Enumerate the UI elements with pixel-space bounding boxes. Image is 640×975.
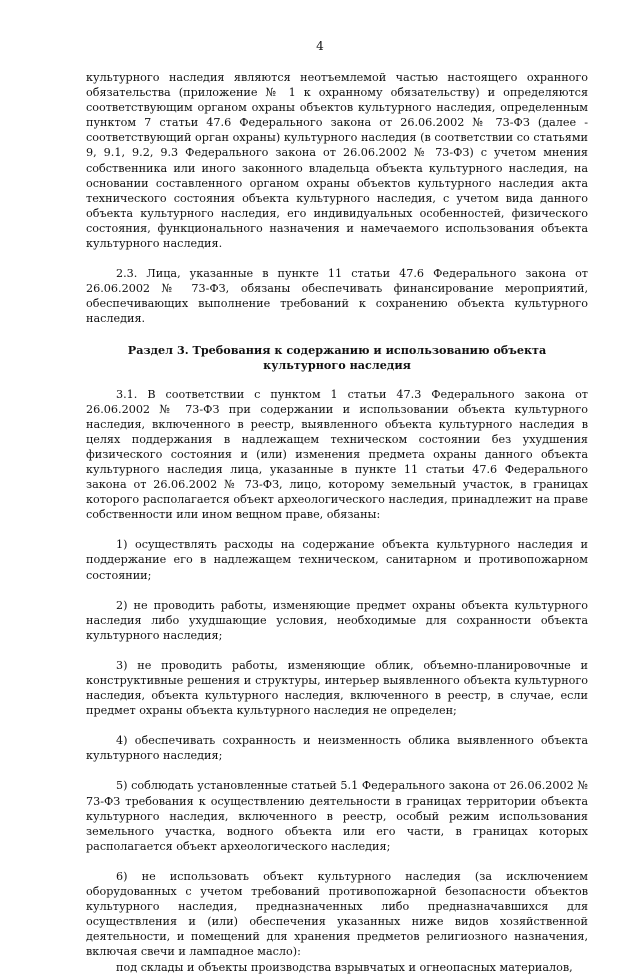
paragraph-item-3: 3) не проводить работы, изменяющие облик, объемно-планировочные и конструктивные решения и структуры, интерьер выявленного объекта культурного наследия, объекта культурного наследия, включенного в реестр, в случае, если предмет охраны объекта культурного наследия не определен; [86,658,588,718]
paragraph-continuation: культурного наследия являются неотъемлемой частью настоящего охранного обязательства (приложение № 1 к охранному обязательству) и определяются соответствующим органом охраны объектов культурного наследия, определенным пунктом 7 статьи 47.6 Федерального закона от 26.06.2002 № 73-ФЗ (далее - соответствующий орган охраны) культурного наследия (в соответствии со статьями 9, 9.1, 9.2, 9.3 Федерального закона от 26.06.2002 № 73-ФЗ) с учетом мнения собственника или иного законного владельца объекта культурного наследия, на основании составленного органом охраны объектов культурного наследия акта технического состояния объекта культурного наследия, с учетом вида данного объекта культурного наследия, его индивидуальных особенностей, физического состояния, функционального назначения и намечаемого использования объекта культурного наследия. [86,71,588,251]
paragraph-item-6: 6) не использовать объект культурного наследия (за исключением оборудованных с учетом требований противопожарной безопасности объектов культурного наследия, предназначенных либо предназначавшихся для осуществления и (или) обеспечения указанных ниже видов хозяйственной деятельности, и помещений для хранения предметов религиозного назначения, включая свечи и лампадное масло): [86,869,588,959]
paragraph-item-5: 5) соблюдать установленные статьей 5.1 Федерального закона от 26.06.2002 № 73-ФЗ требования к осуществлению деятельности в границах территории объекта культурного наследия, включенного в реестр, особый режим использования земельного участка, водного объекта или его части, в границах которых располагается объект археологического наследия; [86,779,588,853]
paragraph-2-3: 2.3. Лица, указанные в пункте 11 статьи 47.6 Федерального закона от 26.06.2002 № 73-ФЗ, обязаны обеспечивать финансирование мероприятий, обеспечивающих выполнение требований к сохранению объекта культурного наследия. [86,267,588,326]
paragraph-item-2: 2) не проводить работы, изменяющие предмет охраны объекта культурного наследия либо ухудшающие условия, необходимые для сохранности объекта культурного наследия; [86,598,588,642]
paragraph-item-1: 1) осуществлять расходы на содержание объекта культурного наследия и поддержание его в надлежащем техническом, санитарном и противопожарном состоянии; [86,538,588,582]
page-number: 4 [316,39,324,53]
paragraph-3-1: 3.1. В соответствии с пунктом 1 статьи 47.3 Федерального закона от 26.06.2002 № 73-ФЗ при содержании и использовании объекта культурного наследия, включенного в реестр, выявленного объекта культурного наследия в целях поддержания в надлежащем техническом состоянии без ухудшения физического состояния и (или) изменения предмета охраны данного объекта культурного наследия лица, указанные в пункте 11 статьи 47.6 Федерального закона от 26.06.2002 № 73-ФЗ, лицо, которому земельный участок, в границах которого располагается объект археологического наследия, принадлежит на праве собственности или ином вещном праве, обязаны: [86,387,588,522]
document-body [86,70,588,975]
paragraph-item-4: 4) обеспечивать сохранность и неизменность облика выявленного объекта культурного наследия; [86,734,588,763]
section-heading: Раздел 3. Требования к содержанию и использованию объекта культурного наследия [127,342,547,372]
paragraph-item-6-sub: под склады и объекты производства взрывчатых и огнеопасных материалов, [116,960,573,974]
